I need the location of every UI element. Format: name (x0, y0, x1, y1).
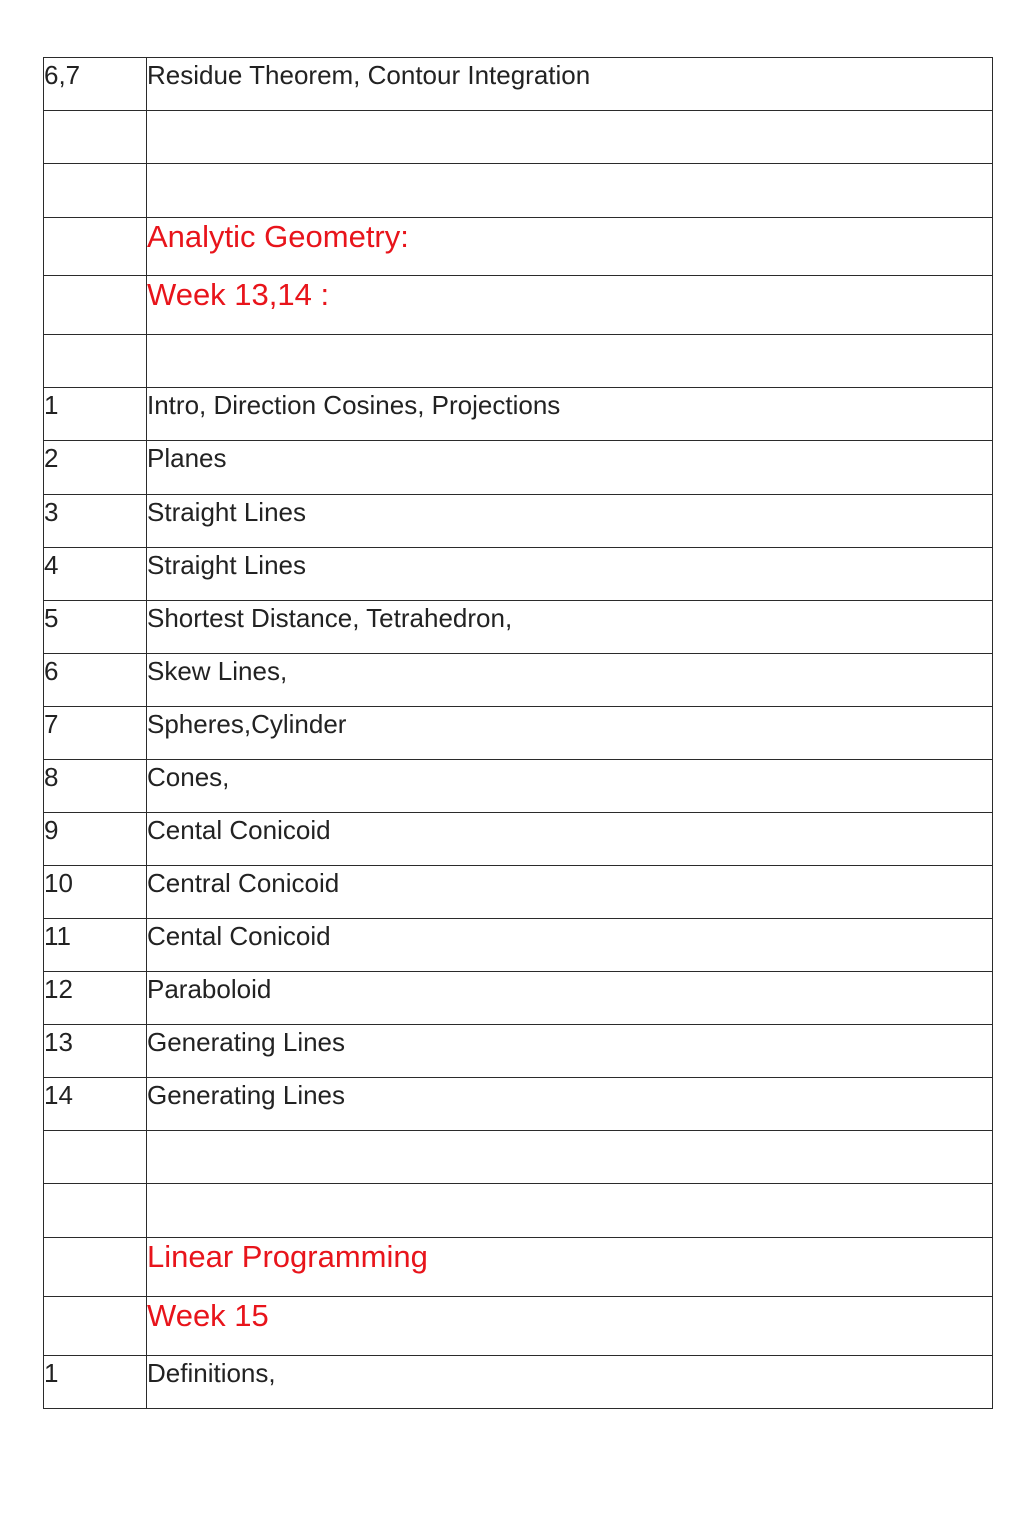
table-row (44, 707, 993, 760)
table-row (44, 441, 993, 495)
row-number (44, 164, 147, 218)
row-number (44, 1131, 147, 1184)
table-row (44, 760, 993, 813)
row-number: 8 (44, 760, 147, 813)
table-row (44, 1078, 993, 1131)
table-row (44, 1131, 993, 1184)
row-topic: Generating Lines (147, 1078, 993, 1131)
row-topic: Generating Lines (147, 1025, 993, 1078)
row-number: 1 (44, 1356, 147, 1409)
table-row (44, 654, 993, 707)
table-row (44, 1238, 993, 1297)
row-topic: Shortest Distance, Tetrahedron, (147, 601, 993, 654)
row-topic (147, 164, 993, 218)
table-row (44, 164, 993, 218)
row-number (44, 1184, 147, 1238)
table-row (44, 1184, 993, 1238)
row-number: 6 (44, 654, 147, 707)
row-number (44, 276, 147, 335)
row-number: 2 (44, 441, 147, 495)
row-topic: Cones, (147, 760, 993, 813)
row-number: 5 (44, 601, 147, 654)
table-row (44, 1025, 993, 1078)
table-row (44, 276, 993, 335)
table-row (44, 111, 993, 164)
row-number (44, 1238, 147, 1297)
row-topic: Straight Lines (147, 495, 993, 548)
row-number: 1 (44, 388, 147, 441)
table-row (44, 1356, 993, 1409)
row-topic: Intro, Direction Cosines, Projections (147, 388, 993, 441)
row-number: 6,7 (44, 58, 147, 111)
row-number: 12 (44, 972, 147, 1025)
row-number: 4 (44, 548, 147, 601)
schedule-table (43, 57, 993, 1409)
row-number: 13 (44, 1025, 147, 1078)
row-number: 9 (44, 813, 147, 866)
row-topic: Residue Theorem, Contour Integration (147, 58, 993, 111)
table-row (44, 548, 993, 601)
section-heading-linear-programming: Linear Programming (147, 1238, 993, 1297)
table-row (44, 335, 993, 388)
row-topic: Definitions, (147, 1356, 993, 1409)
table-row (44, 813, 993, 866)
table-row (44, 601, 993, 654)
row-topic: Central Conicoid (147, 866, 993, 919)
row-number (44, 111, 147, 164)
table-row (44, 218, 993, 276)
row-number: 11 (44, 919, 147, 972)
row-topic (147, 111, 993, 164)
section-week-label: Week 13,14 : (147, 276, 993, 335)
row-topic: Paraboloid (147, 972, 993, 1025)
row-number: 3 (44, 495, 147, 548)
section-heading-analytic-geometry: Analytic Geometry: (147, 218, 993, 276)
row-topic: Cental Conicoid (147, 813, 993, 866)
section-week-label: Week 15 (147, 1297, 993, 1356)
table-row (44, 919, 993, 972)
row-topic: Straight Lines (147, 548, 993, 601)
table-row (44, 58, 993, 111)
table-row (44, 972, 993, 1025)
row-topic (147, 1131, 993, 1184)
row-topic (147, 1184, 993, 1238)
table-row (44, 388, 993, 441)
row-number: 14 (44, 1078, 147, 1131)
row-topic: Cental Conicoid (147, 919, 993, 972)
row-topic: Skew Lines, (147, 654, 993, 707)
row-number (44, 335, 147, 388)
row-topic: Planes (147, 441, 993, 495)
row-number: 10 (44, 866, 147, 919)
table-row (44, 1297, 993, 1356)
row-number (44, 218, 147, 276)
row-topic (147, 335, 993, 388)
row-number (44, 1297, 147, 1356)
table-row (44, 866, 993, 919)
row-number: 7 (44, 707, 147, 760)
row-topic: Spheres,Cylinder (147, 707, 993, 760)
table-row (44, 495, 993, 548)
